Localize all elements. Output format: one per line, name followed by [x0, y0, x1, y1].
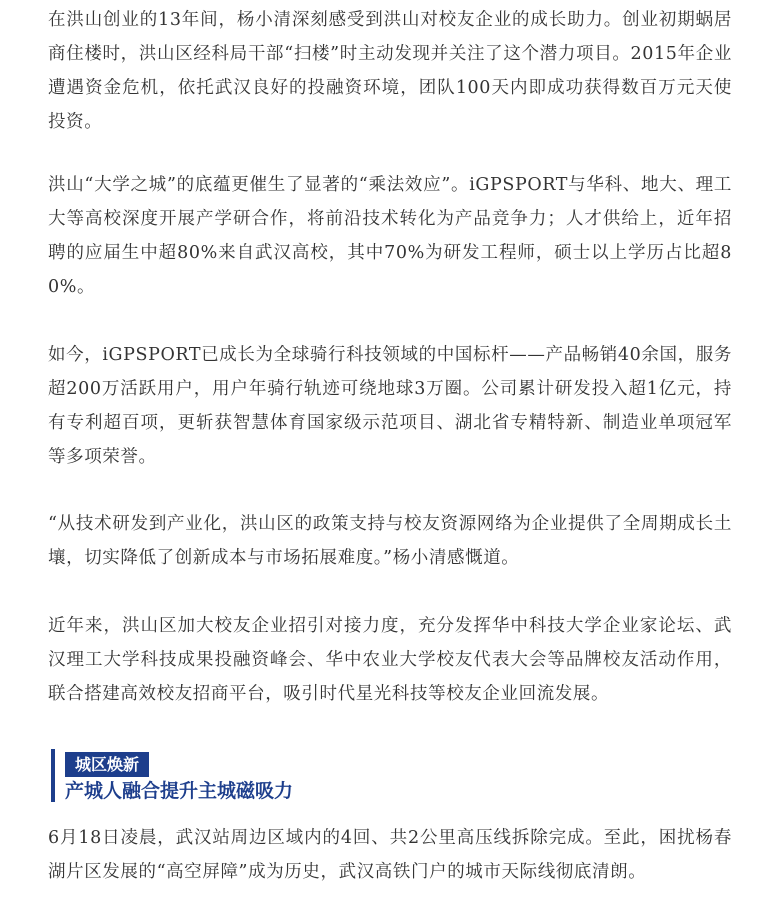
paragraph-entrepreneurship: 在洪山创业的13年间，杨小清深刻感受到洪山对校友企业的成长助力。创业初期蜗居商住楼时，洪山区经科局干部“扫楼”时主动发现并关注了这个潜力项目。2015年企业遭遇资金危机，依托武汉良好的投融资环境，团队100天内即成功获得数百万元天使投资。	[48, 10, 732, 132]
section-title: 产城人融合提升主城磁吸力	[65, 780, 294, 802]
paragraph-igpsport-achievements: 如今，iGPSPORT已成长为全球骑行科技领域的中国标杆——产品畅销40余国，服务超200万活跃用户，用户年骑行轨迹可绕地球3万圈。公司累计研发投入超1亿元，持有专利超百项，更斩获智慧体育国家级示范项目、湖北省专精特新、制造业单项冠军等多项荣誉。	[48, 345, 732, 467]
section-tag: 城区焕新	[65, 752, 149, 777]
paragraph-quote: “从技术研发到产业化，洪山区的政策支持与校友资源网络为企业提供了全周期成长土壤，切实降低了创新成本与市场拓展难度。”杨小清感慨道。	[48, 514, 732, 568]
paragraph-alumni-recruitment: 近年来，洪山区加大校友企业招引对接力度，充分发挥华中科技大学企业家论坛、武汉理工大学科技成果投融资峰会、华中农业大学校友代表大会等品牌校友活动作用，联合搭建高效校友招商平台，吸引时代星光科技等校友企业回流发展。	[48, 616, 732, 704]
paragraph-university-city: 洪山“大学之城”的底蕴更催生了显著的“乘法效应”。iGPSPORT与华科、地大、理工大等高校深度开展产学研合作，将前沿技术转化为产品竞争力；人才供给上，近年招聘的应届生中超80%来自武汉高校，其中70%为研发工程师，硕士以上学历占比超80%。	[48, 175, 732, 297]
section-accent-bar	[51, 749, 55, 802]
paragraph-high-voltage-removal: 6月18日凌晨，武汉站周边区域内的4回、共2公里高压线拆除完成。至此，困扰杨春湖片区发展的“高空屏障”成为历史，武汉高铁门户的城市天际线彻底清朗。	[48, 828, 732, 882]
